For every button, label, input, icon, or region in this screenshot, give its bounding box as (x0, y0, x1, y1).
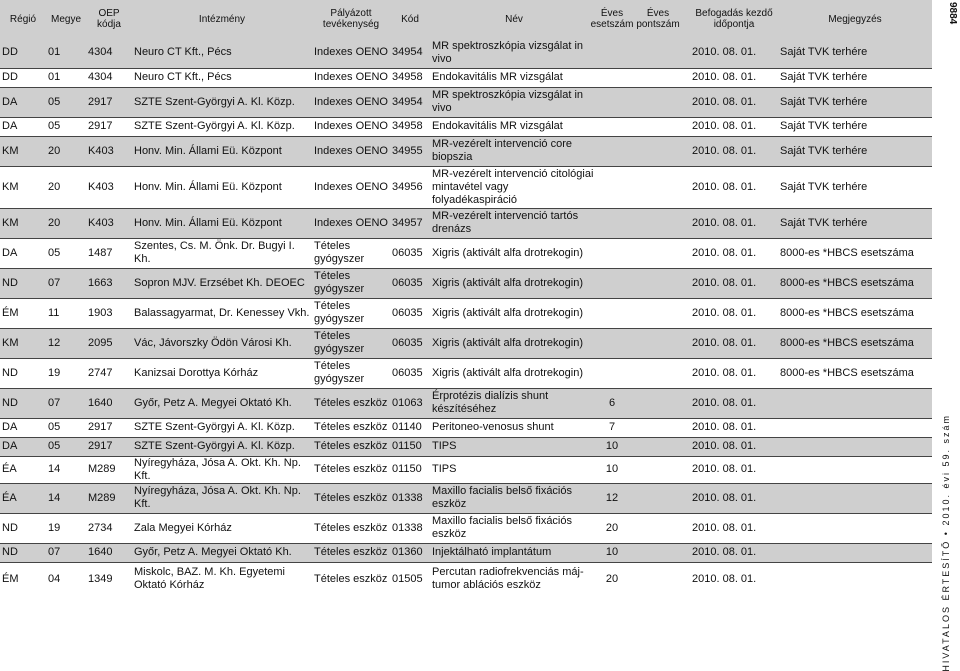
cell-intezmeny: Miskolc, BAZ. M. Kh. Egyetemi Oktató Kórház (134, 566, 285, 592)
cell-megj: 8000-es *HBCS esetszáma (780, 366, 914, 379)
cell-oep: 1640 (88, 546, 113, 558)
cell-tev: Tételes eszköz (314, 396, 388, 409)
cell-tev: Tételes eszköz (314, 572, 388, 585)
cell-datum: 2010. 08. 01. (692, 463, 757, 475)
cell-megj (778, 388, 932, 418)
cell-megj: 8000-es *HBCS esetszáma (780, 246, 914, 259)
cell-tev: Tételes eszköz (314, 463, 388, 475)
cell-nev: Maxillo facialis belső fixációs eszköz (432, 485, 572, 510)
cell-datum: 2010. 08. 01. (692, 120, 757, 132)
table-row (0, 208, 932, 238)
cell-megj (778, 483, 932, 513)
cell-oep: 4304 (88, 71, 113, 83)
cell-datum: 2010. 08. 01. (692, 572, 757, 585)
cell-megj: Saját TVK terhére (780, 180, 868, 193)
cell-oep: 2917 (88, 440, 113, 452)
cell-datum: 2010. 08. 01. (692, 71, 757, 83)
cell-megj (778, 562, 932, 596)
journal-footer (932, 413, 960, 671)
cell-nev: MR-vezérelt intervenció tartós drenázs (432, 210, 579, 235)
header-befogadas: Befogadás kezdő időpontja (695, 8, 773, 30)
cell-regio: KM (2, 336, 19, 349)
cell-tev: Tételes eszköz (314, 546, 388, 558)
header-oep: OEP kódja (97, 8, 121, 30)
cell-kod: 06035 (392, 276, 423, 289)
cell-pont (626, 117, 690, 136)
cell-nev: Endokavitális MR vizsgálat (432, 71, 563, 83)
cell-oep: 1903 (88, 306, 113, 319)
cell-eset (598, 298, 626, 328)
cell-eset: 12 (605, 491, 619, 504)
cell-nev: Xigris (aktivált alfa drotrekogin) (432, 366, 584, 379)
cell-nev: Endokavitális MR vizsgálat (432, 120, 563, 132)
cell-megye: 20 (48, 144, 61, 157)
cell-kod: 01505 (392, 572, 423, 585)
cell-nev: Xigris (aktivált alfa drotrekogin) (432, 276, 584, 289)
cell-datum: 2010. 08. 01. (692, 491, 757, 504)
cell-intezmeny: Nyíregyháza, Jósa A. Okt. Kh. Np. Kft. (134, 485, 301, 510)
cell-datum: 2010. 08. 01. (692, 396, 757, 409)
header-eves-pontszam: Éves pontszám (636, 8, 680, 30)
cell-kod: 34955 (392, 144, 423, 157)
cell-nev: Xigris (aktivált alfa drotrekogin) (432, 336, 584, 349)
cell-megj (778, 456, 932, 483)
header-intezmeny: Intézmény (198, 13, 246, 25)
cell-intezmeny: Balassagyarmat, Dr. Kenessey Vkh. (134, 306, 310, 319)
cell-eset: 6 (608, 396, 616, 409)
table-row (0, 562, 932, 596)
cell-megye: 20 (48, 216, 61, 229)
cell-intezmeny: Sopron MJV. Erzsébet Kh. DEOEC (134, 276, 305, 289)
cell-oep: 2917 (88, 95, 113, 108)
cell-megye: 01 (48, 46, 61, 59)
cell-regio: DA (2, 440, 18, 452)
table-body (0, 38, 932, 596)
cell-nev: Peritoneo-venosus shunt (432, 421, 554, 433)
cell-kod: 34956 (392, 180, 423, 193)
table-row (0, 238, 932, 268)
cell-megj: 8000-es *HBCS esetszáma (780, 306, 914, 319)
cell-oep: 1487 (88, 246, 113, 259)
cell-intezmeny: Honv. Min. Állami Eü. Központ (134, 180, 282, 193)
cell-pont (626, 388, 690, 418)
header-nev: Név (505, 13, 523, 25)
table-row (0, 388, 932, 418)
cell-pont (626, 328, 690, 358)
cell-pont (626, 513, 690, 543)
cell-tev: Tételes gyógyszer (314, 360, 365, 385)
table-row (0, 328, 932, 358)
cell-nev: Érprotézis dialízis shunt készítéséhez (432, 390, 549, 415)
cell-megj (778, 543, 932, 562)
cell-nev: TIPS (432, 463, 457, 475)
cell-nev: Maxillo facialis belső fixációs eszköz (432, 515, 572, 540)
cell-megj: Saját TVK terhére (780, 46, 868, 59)
cell-megye: 11 (48, 306, 60, 319)
cell-datum: 2010. 08. 01. (692, 440, 757, 452)
cell-eset (598, 136, 626, 166)
cell-tev: Tételes gyógyszer (314, 330, 365, 355)
cell-regio: ÉA (2, 463, 17, 475)
cell-nev: Xigris (aktivált alfa drotrekogin) (432, 306, 584, 319)
header-megjegyzes: Megjegyzés (828, 13, 882, 25)
cell-pont (626, 298, 690, 328)
table-row (0, 513, 932, 543)
cell-nev: MR spektroszkópia vizsgálat in vivo (432, 39, 584, 65)
cell-datum: 2010. 08. 01. (692, 216, 757, 229)
cell-pont (626, 68, 690, 87)
header-palyazott: Pályázott tevékenység (322, 8, 380, 30)
cell-regio: ÉM (2, 572, 19, 585)
cell-megye: 05 (48, 421, 61, 433)
cell-pont (626, 87, 690, 117)
table-row (0, 87, 932, 117)
cell-regio: DA (2, 246, 18, 259)
cell-kod: 01140 (392, 421, 422, 433)
cell-tev: Indexes OENO (314, 144, 388, 157)
cell-megye: 20 (48, 180, 61, 193)
cell-eset (598, 68, 626, 87)
table-header (0, 0, 932, 38)
table-row (0, 166, 932, 208)
cell-megye: 01 (48, 71, 61, 83)
cell-kod: 01063 (392, 396, 423, 409)
cell-megye: 04 (48, 572, 61, 585)
cell-intezmeny: Neuro CT Kft., Pécs (134, 71, 232, 83)
cell-tev: Indexes OENO (314, 120, 388, 132)
cell-intezmeny: SZTE Szent-Györgyi A. Kl. Közp. (134, 421, 295, 433)
cell-datum: 2010. 08. 01. (692, 180, 757, 193)
cell-eset (598, 268, 626, 298)
table-row (0, 38, 932, 68)
cell-pont (626, 136, 690, 166)
cell-intezmeny: Győr, Petz A. Megyei Oktató Kh. (134, 396, 292, 409)
cell-regio: ND (2, 276, 18, 289)
cell-nev: TIPS (432, 440, 457, 452)
cell-megj (778, 418, 932, 437)
cell-datum: 2010. 08. 01. (692, 95, 757, 108)
cell-regio: ÉA (2, 491, 17, 504)
cell-oep: 2917 (88, 120, 113, 132)
cell-kod: 01338 (392, 491, 423, 504)
table-row (0, 298, 932, 328)
cell-regio: DD (2, 46, 18, 59)
cell-regio: ÉM (2, 306, 19, 319)
cell-oep: 1663 (88, 276, 113, 289)
cell-nev: MR-vezérelt intervenció core biopszia (432, 138, 572, 163)
cell-tev: Tételes eszköz (314, 421, 388, 433)
cell-datum: 2010. 08. 01. (692, 46, 757, 59)
header-kod: Kód (401, 13, 419, 25)
table-row (0, 456, 932, 483)
cell-pont (626, 358, 690, 388)
cell-kod: 34958 (392, 71, 423, 83)
cell-pont (626, 166, 690, 208)
cell-kod: 06035 (392, 366, 423, 379)
cell-eset (598, 38, 626, 68)
cell-oep: 2095 (88, 336, 113, 349)
cell-oep: 4304 (88, 46, 113, 59)
cell-pont (626, 208, 690, 238)
cell-regio: ND (2, 396, 18, 409)
cell-megye: 05 (48, 246, 61, 259)
cell-eset: 10 (605, 546, 619, 558)
cell-oep: 1640 (88, 396, 113, 409)
cell-regio: DA (2, 120, 18, 132)
cell-intezmeny: Honv. Min. Állami Eü. Központ (134, 144, 282, 157)
header-megye: Megye (50, 13, 81, 25)
cell-megye: 12 (48, 336, 61, 349)
cell-intezmeny: SZTE Szent-Györgyi A. Kl. Közp. (134, 120, 295, 132)
cell-regio: KM (2, 144, 19, 157)
header-eves-esetszam: Éves esetszám (590, 8, 634, 30)
cell-eset (598, 166, 626, 208)
cell-megye: 05 (48, 95, 61, 108)
cell-kod: 06035 (392, 336, 423, 349)
cell-oep: K403 (88, 144, 114, 157)
cell-regio: ND (2, 546, 18, 558)
data-table (0, 38, 932, 596)
cell-tev: Tételes eszköz (314, 521, 388, 534)
cell-eset (598, 208, 626, 238)
cell-megye: 14 (48, 463, 61, 475)
cell-pont (626, 437, 690, 456)
cell-oep: 2917 (88, 421, 113, 433)
cell-pont (626, 562, 690, 596)
cell-megj: 8000-es *HBCS esetszáma (780, 336, 914, 349)
cell-kod: 34954 (392, 95, 423, 108)
cell-pont (626, 238, 690, 268)
table-row (0, 543, 932, 562)
cell-megj: Saját TVK terhére (780, 71, 868, 83)
cell-megye: 07 (48, 276, 61, 289)
cell-oep: 2747 (88, 366, 113, 379)
cell-tev: Indexes OENO (314, 216, 388, 229)
cell-intezmeny: Győr, Petz A. Megyei Oktató Kh. (134, 546, 292, 558)
cell-tev: Indexes OENO (314, 180, 388, 193)
cell-eset: 7 (608, 421, 616, 433)
cell-kod: 01150 (392, 440, 422, 452)
cell-intezmeny: Szentes, Cs. M. Önk. Dr. Bugyi I. Kh. (134, 240, 295, 265)
cell-eset (598, 87, 626, 117)
table-row (0, 358, 932, 388)
cell-intezmeny: Vác, Jávorszky Ödön Városi Kh. (134, 336, 292, 349)
table-row (0, 483, 932, 513)
cell-nev: MR-vezérelt intervenció citológiai mintavétel vagy folyadékaspiráció (432, 167, 594, 206)
cell-kod: 01360 (392, 546, 423, 558)
cell-pont (626, 456, 690, 483)
cell-megye: 14 (48, 491, 61, 504)
cell-pont (626, 268, 690, 298)
cell-nev: Xigris (aktivált alfa drotrekogin) (432, 246, 584, 259)
table-row (0, 68, 932, 87)
cell-tev: Tételes gyógyszer (314, 300, 365, 325)
cell-megye: 19 (48, 366, 61, 379)
table-row (0, 117, 932, 136)
cell-kod: 01150 (392, 463, 422, 475)
cell-pont (626, 543, 690, 562)
cell-intezmeny: Honv. Min. Állami Eü. Központ (134, 216, 282, 229)
cell-datum: 2010. 08. 01. (692, 421, 757, 433)
cell-oep: 2734 (88, 521, 113, 534)
table-row (0, 136, 932, 166)
cell-regio: DA (2, 421, 18, 433)
table-row (0, 437, 932, 456)
cell-pont (626, 483, 690, 513)
header-regio: Régió (9, 13, 37, 25)
cell-kod: 06035 (392, 246, 423, 259)
cell-datum: 2010. 08. 01. (692, 336, 757, 349)
cell-kod: 01338 (392, 521, 423, 534)
cell-megye: 07 (48, 546, 61, 558)
page-number: 9884 (947, 2, 958, 25)
cell-datum: 2010. 08. 01. (692, 306, 757, 319)
cell-tev: Indexes OENO (314, 46, 388, 59)
cell-tev: Indexes OENO (314, 95, 388, 108)
cell-oep: 1349 (88, 572, 113, 585)
cell-oep: M289 (88, 463, 116, 475)
cell-datum: 2010. 08. 01. (692, 246, 757, 259)
cell-regio: DD (2, 71, 18, 83)
cell-megye: 19 (48, 521, 61, 534)
cell-kod: 06035 (392, 306, 423, 319)
cell-eset: 20 (605, 572, 619, 585)
cell-regio: KM (2, 216, 19, 229)
cell-eset (598, 328, 626, 358)
cell-kod: 34958 (392, 120, 423, 132)
cell-tev: Tételes eszköz (314, 440, 388, 452)
cell-megj (778, 513, 932, 543)
cell-intezmeny: Kanizsai Dorottya Kórház (134, 366, 259, 379)
cell-intezmeny: Zala Megyei Kórház (134, 521, 232, 534)
cell-eset: 10 (605, 440, 619, 452)
cell-regio: ND (2, 521, 18, 534)
table-row (0, 268, 932, 298)
cell-tev: Tételes eszköz (314, 491, 388, 504)
cell-megj (778, 437, 932, 456)
cell-megj: Saját TVK terhére (780, 144, 868, 157)
cell-datum: 2010. 08. 01. (692, 144, 757, 157)
cell-oep: M289 (88, 491, 116, 504)
cell-megye: 05 (48, 120, 61, 132)
cell-tev: Indexes OENO (314, 71, 388, 83)
cell-eset: 20 (605, 521, 619, 534)
cell-regio: DA (2, 95, 18, 108)
cell-intezmeny: SZTE Szent-Györgyi A. Kl. Közp. (134, 440, 295, 452)
cell-tev: Tételes gyógyszer (314, 270, 365, 295)
table-row (0, 418, 932, 437)
cell-megj: Saját TVK terhére (780, 216, 868, 229)
cell-datum: 2010. 08. 01. (692, 276, 757, 289)
cell-intezmeny: Nyíregyháza, Jósa A. Okt. Kh. Np. Kft. (134, 456, 301, 482)
cell-eset: 10 (605, 463, 619, 475)
cell-pont (626, 38, 690, 68)
cell-regio: ND (2, 366, 18, 379)
cell-nev: Percutan radiofrekvenciás máj-tumor ablációs eszköz (432, 566, 584, 592)
cell-kod: 34954 (392, 46, 423, 59)
cell-intezmeny: SZTE Szent-Györgyi A. Kl. Közp. (134, 95, 295, 108)
cell-nev: Injektálható implantátum (432, 546, 552, 558)
cell-intezmeny: Neuro CT Kft., Pécs (134, 46, 232, 59)
cell-megj: 8000-es *HBCS esetszáma (780, 276, 914, 289)
cell-nev: MR spektroszkópia vizsgálat in vivo (432, 89, 584, 114)
cell-oep: K403 (88, 180, 114, 193)
cell-oep: K403 (88, 216, 114, 229)
cell-datum: 2010. 08. 01. (692, 521, 757, 534)
cell-pont (626, 418, 690, 437)
cell-kod: 34957 (392, 216, 423, 229)
cell-megye: 07 (48, 396, 61, 409)
cell-eset (598, 358, 626, 388)
cell-datum: 2010. 08. 01. (692, 366, 757, 379)
cell-eset (598, 117, 626, 136)
cell-datum: 2010. 08. 01. (692, 546, 757, 558)
cell-megj: Saját TVK terhére (780, 120, 868, 132)
cell-megj: Saját TVK terhére (780, 95, 868, 108)
cell-megye: 05 (48, 440, 61, 452)
cell-regio: KM (2, 180, 19, 193)
cell-eset (598, 238, 626, 268)
cell-tev: Tételes gyógyszer (314, 240, 365, 265)
journal-title: HIVATALOS ÉRTESÍTŐ • 2010. évi 59. szám (941, 413, 951, 671)
